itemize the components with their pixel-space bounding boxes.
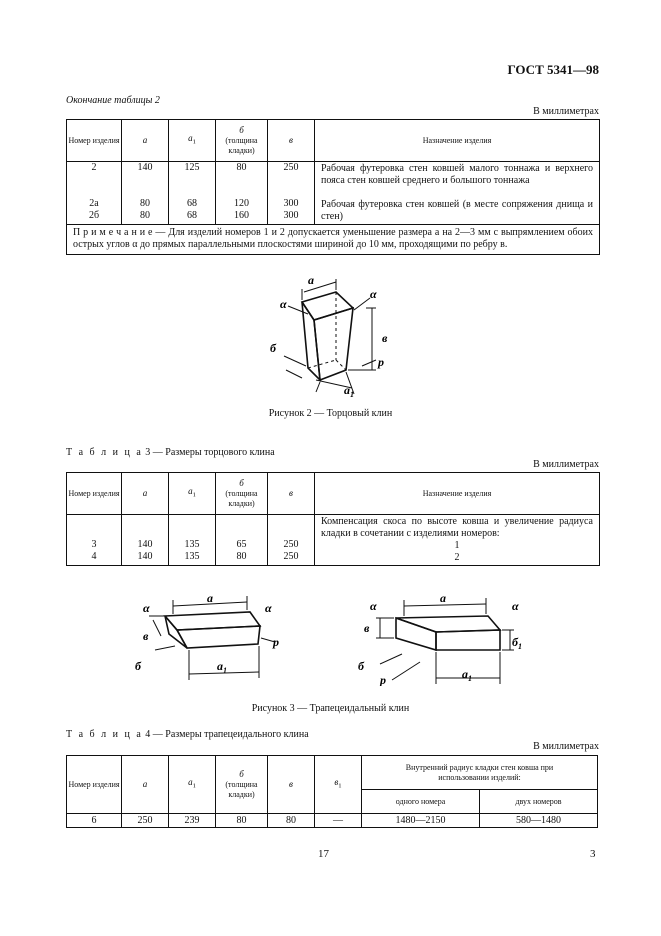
page-number-right: 3	[590, 848, 596, 860]
table2-units: В миллиметрах	[533, 106, 599, 117]
header-purpose: Назначение изделия	[315, 120, 600, 162]
figure2-drawing	[258, 270, 418, 402]
cell-a1: 239	[169, 814, 216, 828]
header-radius: Внутренний радиус кладки стен ковша при использовании изделий:	[362, 756, 598, 790]
header-number: Номер изделия	[67, 756, 122, 814]
cell-two-numbers: 580—1480	[480, 814, 598, 828]
figure3-right-drawing	[350, 586, 530, 686]
fig2-label-alpha-right: α	[370, 287, 377, 301]
figure3-caption: Рисунок 3 — Трапецеидальный клин	[251, 703, 410, 714]
cell-v: 250 250	[268, 515, 315, 566]
wedge-front-face	[314, 308, 353, 380]
table2-header-row	[67, 120, 600, 162]
cell-b: 65 80	[216, 515, 268, 566]
page-number-center: 17	[318, 848, 329, 860]
table2-note: П р и м е ч а н и е — Для изделий номеров 1 и 2 допускается уменьшение размера а на 2—3 мм с выпрямлением обоих острых углов α до прямых параллельными плоскостями шириной до 10 мм, проходящими по ребру в.	[67, 225, 600, 255]
fig2-label-a: а	[308, 273, 314, 287]
table3-header-row	[67, 473, 600, 515]
fig3-right-label-b: б	[358, 659, 364, 673]
table4-title: Т а б л и ц а 4 — Размеры трапецеидального клина	[66, 729, 309, 740]
fig3-left-label-v: в	[143, 629, 149, 643]
fig3-left-label-alpha-right: α	[265, 601, 272, 615]
fig3-left-label-alpha-left: α	[143, 601, 150, 615]
header-a: а	[122, 756, 169, 814]
fig3-left-label-r: р	[273, 635, 279, 649]
table2-caption: Окончание таблицы 2	[66, 95, 160, 106]
cell-one-number: 1480—2150	[362, 814, 480, 828]
header-v: в	[268, 120, 315, 162]
table2-row	[67, 162, 600, 225]
table3-row	[67, 515, 600, 566]
header-a1: $а_1$	[169, 473, 216, 515]
cell-number: 6	[67, 814, 122, 828]
header-a: а	[122, 473, 169, 515]
header-b: б (толщина кладки)	[216, 120, 268, 162]
cell-purpose: Рабочая футеровка стен ковшей малого тоннажа и верхнего пояса стен ковшей среднего и большого тоннажа Рабочая футеровка стен ковшей (в месте сопряжения днища и стен)	[315, 162, 600, 225]
figure3-left-drawing	[125, 586, 295, 686]
fig3-right-label-r: р	[380, 673, 386, 686]
cell-purpose: Компенсация скоса по высоте ковша и увеличение радиуса кладки в сочетании с изделиями номеров: 1 2	[315, 515, 600, 566]
table3-units: В миллиметрах	[533, 459, 599, 470]
cell-a: 250	[122, 814, 169, 828]
fig3-left-label-a1: $а_1$	[217, 659, 227, 675]
table2	[66, 119, 600, 255]
wedge-side-face	[396, 618, 436, 650]
fig3-left-label-a: а	[207, 591, 213, 605]
cell-v: 250 300 300	[268, 162, 315, 225]
header-v: в	[268, 473, 315, 515]
cell-a: 140 80 80	[122, 162, 169, 225]
fig3-right-label-alpha-right: α	[512, 599, 519, 613]
document-id: ГОСТ 5341—98	[507, 62, 599, 77]
header-a1: $а_1$	[169, 120, 216, 162]
header-number: Номер изделия	[67, 120, 122, 162]
header-purpose: Назначение изделия	[315, 473, 600, 515]
cell-number: 3 4	[67, 515, 122, 566]
header-b: б (толщина кладки)	[216, 473, 268, 515]
cell-v: 80	[268, 814, 315, 828]
wedge-front-face	[436, 630, 500, 650]
cell-a: 140 140	[122, 515, 169, 566]
fig2-label-r: р	[378, 355, 384, 369]
fig2-label-v: в	[382, 331, 388, 345]
fig2-label-b: б	[270, 341, 276, 355]
fig3-right-label-b1: $б_1$	[512, 635, 522, 651]
table3	[66, 472, 600, 566]
header-v: в	[268, 756, 315, 814]
cell-number: 2 2а 2б	[67, 162, 122, 225]
table3-title: Т а б л и ц а 3 — Размеры торцового клина	[66, 447, 275, 458]
table2-note-row	[67, 225, 600, 255]
wedge-end-face	[165, 616, 187, 648]
header-number: Номер изделия	[67, 473, 122, 515]
fig2-label-alpha-left: α	[280, 297, 287, 311]
table4-units: В миллиметрах	[533, 741, 599, 752]
cell-a1: 135 135	[169, 515, 216, 566]
cell-b: 80	[216, 814, 268, 828]
fig3-right-label-alpha-left: α	[370, 599, 377, 613]
header-a: а	[122, 120, 169, 162]
header-v1: $в_1$	[315, 756, 362, 814]
fig3-right-label-a1: $а_1$	[462, 667, 472, 683]
header-b: б (толщина кладки)	[216, 756, 268, 814]
fig3-right-label-a: а	[440, 591, 446, 605]
table4-row	[67, 814, 598, 828]
table4-header-row	[67, 756, 598, 790]
table4	[66, 755, 598, 828]
header-two-numbers: двух номеров	[480, 790, 598, 814]
header-one-number: одного номера	[362, 790, 480, 814]
fig3-right-label-v: в	[364, 621, 370, 635]
header-a1: $а_1$	[169, 756, 216, 814]
cell-b: 80 120 160	[216, 162, 268, 225]
fig2-label-a1: $а_1$	[344, 383, 354, 399]
fig3-left-label-b: б	[135, 659, 141, 673]
wedge-front-face	[177, 626, 260, 648]
cell-v1: —	[315, 814, 362, 828]
figure2-caption: Рисунок 2 — Торцовый клин	[268, 408, 393, 419]
wedge-side-face	[302, 302, 320, 380]
cell-a1: 125 68 68	[169, 162, 216, 225]
